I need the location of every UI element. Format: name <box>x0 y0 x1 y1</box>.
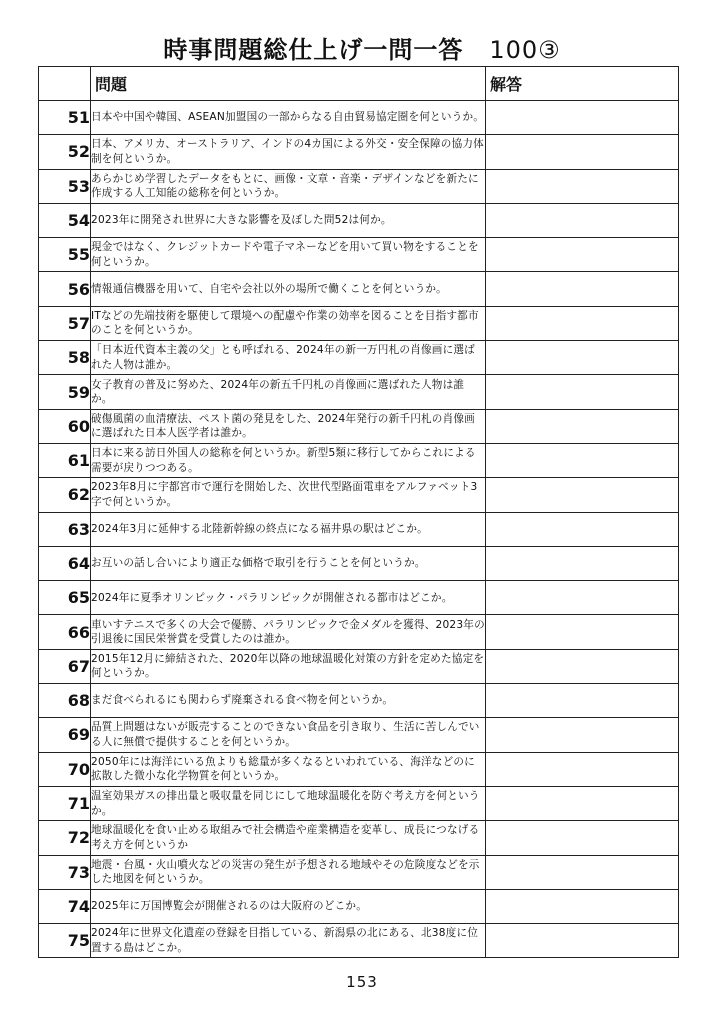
table-row <box>39 855 679 889</box>
question-number: 73 <box>39 855 91 889</box>
table-row <box>39 203 679 237</box>
answer-cell[interactable] <box>486 443 679 477</box>
answer-cell[interactable] <box>486 615 679 649</box>
table-row <box>39 615 679 649</box>
question-number: 63 <box>39 512 91 546</box>
table-row <box>39 272 679 306</box>
page-number: 153 <box>346 973 378 991</box>
question-text: 日本や中国や韓国、ASEAN加盟国の一部からなる自由貿易協定圏を何というか。 <box>91 101 486 135</box>
answer-cell[interactable] <box>486 924 679 958</box>
question-number: 71 <box>39 786 91 820</box>
question-number: 72 <box>39 821 91 855</box>
table-row <box>39 821 679 855</box>
question-number: 69 <box>39 718 91 752</box>
answer-cell[interactable] <box>486 546 679 580</box>
question-text: 2023年8月に宇都宮市で運行を開始した、次世代型路面電車をアルファベット3字で何というか。 <box>91 478 486 512</box>
answer-cell[interactable] <box>486 855 679 889</box>
table-row <box>39 752 679 786</box>
answer-cell[interactable] <box>486 135 679 169</box>
question-number: 54 <box>39 203 91 237</box>
answer-cell[interactable] <box>486 306 679 340</box>
table-row <box>39 409 679 443</box>
question-number: 75 <box>39 924 91 958</box>
table-row <box>39 889 679 923</box>
table-row <box>39 375 679 409</box>
answer-cell[interactable] <box>486 752 679 786</box>
answer-cell[interactable] <box>486 581 679 615</box>
table-row <box>39 238 679 272</box>
question-text: 日本に来る訪日外国人の総称を何というか。新型5類に移行してからこれによる需要が戻りつつある。 <box>91 443 486 477</box>
answer-cell[interactable] <box>486 409 679 443</box>
table-row <box>39 306 679 340</box>
page-title-text: 時事問題総仕上げ一問一答 <box>163 36 464 64</box>
table-row <box>39 786 679 820</box>
table-row <box>39 684 679 718</box>
question-text: ITなどの先端技術を駆使して環境への配慮や作業の効率を図ることを目指す都市のことを何というか。 <box>91 306 486 340</box>
answer-cell[interactable] <box>486 889 679 923</box>
question-text: お互いの話し合いにより適正な価格で取引を行うことを何というか。 <box>91 546 486 580</box>
table-row <box>39 718 679 752</box>
answer-cell[interactable] <box>486 341 679 375</box>
question-text: 2023年に開発され世界に大きな影響を及ぼした問52は何か。 <box>91 203 486 237</box>
question-text: 地球温暖化を食い止める取組みで社会構造や産業構造を変革し、成長につなげる考え方を何というか <box>91 821 486 855</box>
question-number: 66 <box>39 615 91 649</box>
question-number: 58 <box>39 341 91 375</box>
table-row <box>39 135 679 169</box>
answer-cell[interactable] <box>486 169 679 203</box>
answer-cell[interactable] <box>486 272 679 306</box>
question-number: 55 <box>39 238 91 272</box>
question-text: 2025年に万国博覧会が開催されるのは大阪府のどこか。 <box>91 889 486 923</box>
answer-cell[interactable] <box>486 203 679 237</box>
question-number: 68 <box>39 684 91 718</box>
header-answer: 解答 <box>486 67 679 101</box>
question-text: 2024年に夏季オリンピック・パラリンピックが開催される都市はどこか。 <box>91 581 486 615</box>
question-text: 2015年12月に締結された、2020年以降の地球温暖化対策の方針を定めた協定を何というか。 <box>91 649 486 683</box>
table-row <box>39 924 679 958</box>
table-body <box>39 101 679 958</box>
answer-cell[interactable] <box>486 649 679 683</box>
table-row <box>39 443 679 477</box>
page-title <box>0 30 724 65</box>
answer-cell[interactable] <box>486 718 679 752</box>
question-text: 女子教育の普及に努めた、2024年の新五千円札の肖像画に選ばれた人物は誰か。 <box>91 375 486 409</box>
answer-cell[interactable] <box>486 101 679 135</box>
table-row <box>39 649 679 683</box>
question-text: 情報通信機器を用いて、自宅や会社以外の場所で働くことを何というか。 <box>91 272 486 306</box>
question-text: 破傷風菌の血清療法、ペスト菌の発見をした、2024年発行の新千円札の肖像画に選ばれた日本人医学者は誰か。 <box>91 409 486 443</box>
table-row <box>39 512 679 546</box>
question-answer-table <box>38 66 679 958</box>
table-row <box>39 478 679 512</box>
question-text: 品質上問題はないが販売することのできない食品を引き取り、生活に苦しんでいる人に無償で提供することを何というか。 <box>91 718 486 752</box>
answer-cell[interactable] <box>486 512 679 546</box>
question-number: 62 <box>39 478 91 512</box>
answer-cell[interactable] <box>486 238 679 272</box>
question-number: 61 <box>39 443 91 477</box>
table-row <box>39 341 679 375</box>
question-text: 2024年3月に延伸する北陸新幹線の終点になる福井県の駅はどこか。 <box>91 512 486 546</box>
question-number: 60 <box>39 409 91 443</box>
question-text: 地震・台風・火山噴火などの災害の発生が予想される地域やその危険度などを示した地図を何というか。 <box>91 855 486 889</box>
table-row <box>39 546 679 580</box>
page-title-number: 100③ <box>489 36 561 64</box>
question-number: 65 <box>39 581 91 615</box>
question-text: 2050年には海洋にいる魚よりも総量が多くなるといわれている、海洋などのに拡散した微小な化学物質を何というか。 <box>91 752 486 786</box>
question-text: 現金ではなく、クレジットカードや電子マネーなどを用いて買い物をすることを何というか。 <box>91 238 486 272</box>
table-header-row <box>39 67 679 101</box>
answer-cell[interactable] <box>486 375 679 409</box>
question-number: 56 <box>39 272 91 306</box>
header-question: 問題 <box>91 67 486 101</box>
question-number: 51 <box>39 101 91 135</box>
question-number: 59 <box>39 375 91 409</box>
question-text: 2024年に世界文化遺産の登録を目指している、新潟県の北にある、北38度に位置する島はどこか。 <box>91 924 486 958</box>
question-text: まだ食べられるにも関わらず廃棄される食べ物を何というか。 <box>91 684 486 718</box>
question-number: 67 <box>39 649 91 683</box>
header-number <box>39 67 91 101</box>
question-number: 52 <box>39 135 91 169</box>
question-number: 64 <box>39 546 91 580</box>
question-text: 日本、アメリカ、オーストラリア、インドの4カ国による外交・安全保障の協力体制を何というか。 <box>91 135 486 169</box>
question-number: 57 <box>39 306 91 340</box>
question-text: 「日本近代資本主義の父」とも呼ばれる、2024年の新一万円札の肖像画に選ばれた人物は誰か。 <box>91 341 486 375</box>
question-text: 車いすテニスで多くの大会で優勝、パラリンピックで金メダルを獲得、2023年の引退後に国民栄誉賞を受賞したのは誰か。 <box>91 615 486 649</box>
answer-cell[interactable] <box>486 684 679 718</box>
answer-cell[interactable] <box>486 821 679 855</box>
answer-cell[interactable] <box>486 478 679 512</box>
table-row <box>39 169 679 203</box>
table-row <box>39 581 679 615</box>
question-number: 70 <box>39 752 91 786</box>
question-number: 53 <box>39 169 91 203</box>
question-text: あらかじめ学習したデータをもとに、画像・文章・音楽・デザインなどを新たに作成する人工知能の総称を何というか。 <box>91 169 486 203</box>
question-number: 74 <box>39 889 91 923</box>
table-row <box>39 101 679 135</box>
question-text: 温室効果ガスの排出量と吸収量を同じにして地球温暖化を防ぐ考え方を何というか。 <box>91 786 486 820</box>
answer-cell[interactable] <box>486 786 679 820</box>
